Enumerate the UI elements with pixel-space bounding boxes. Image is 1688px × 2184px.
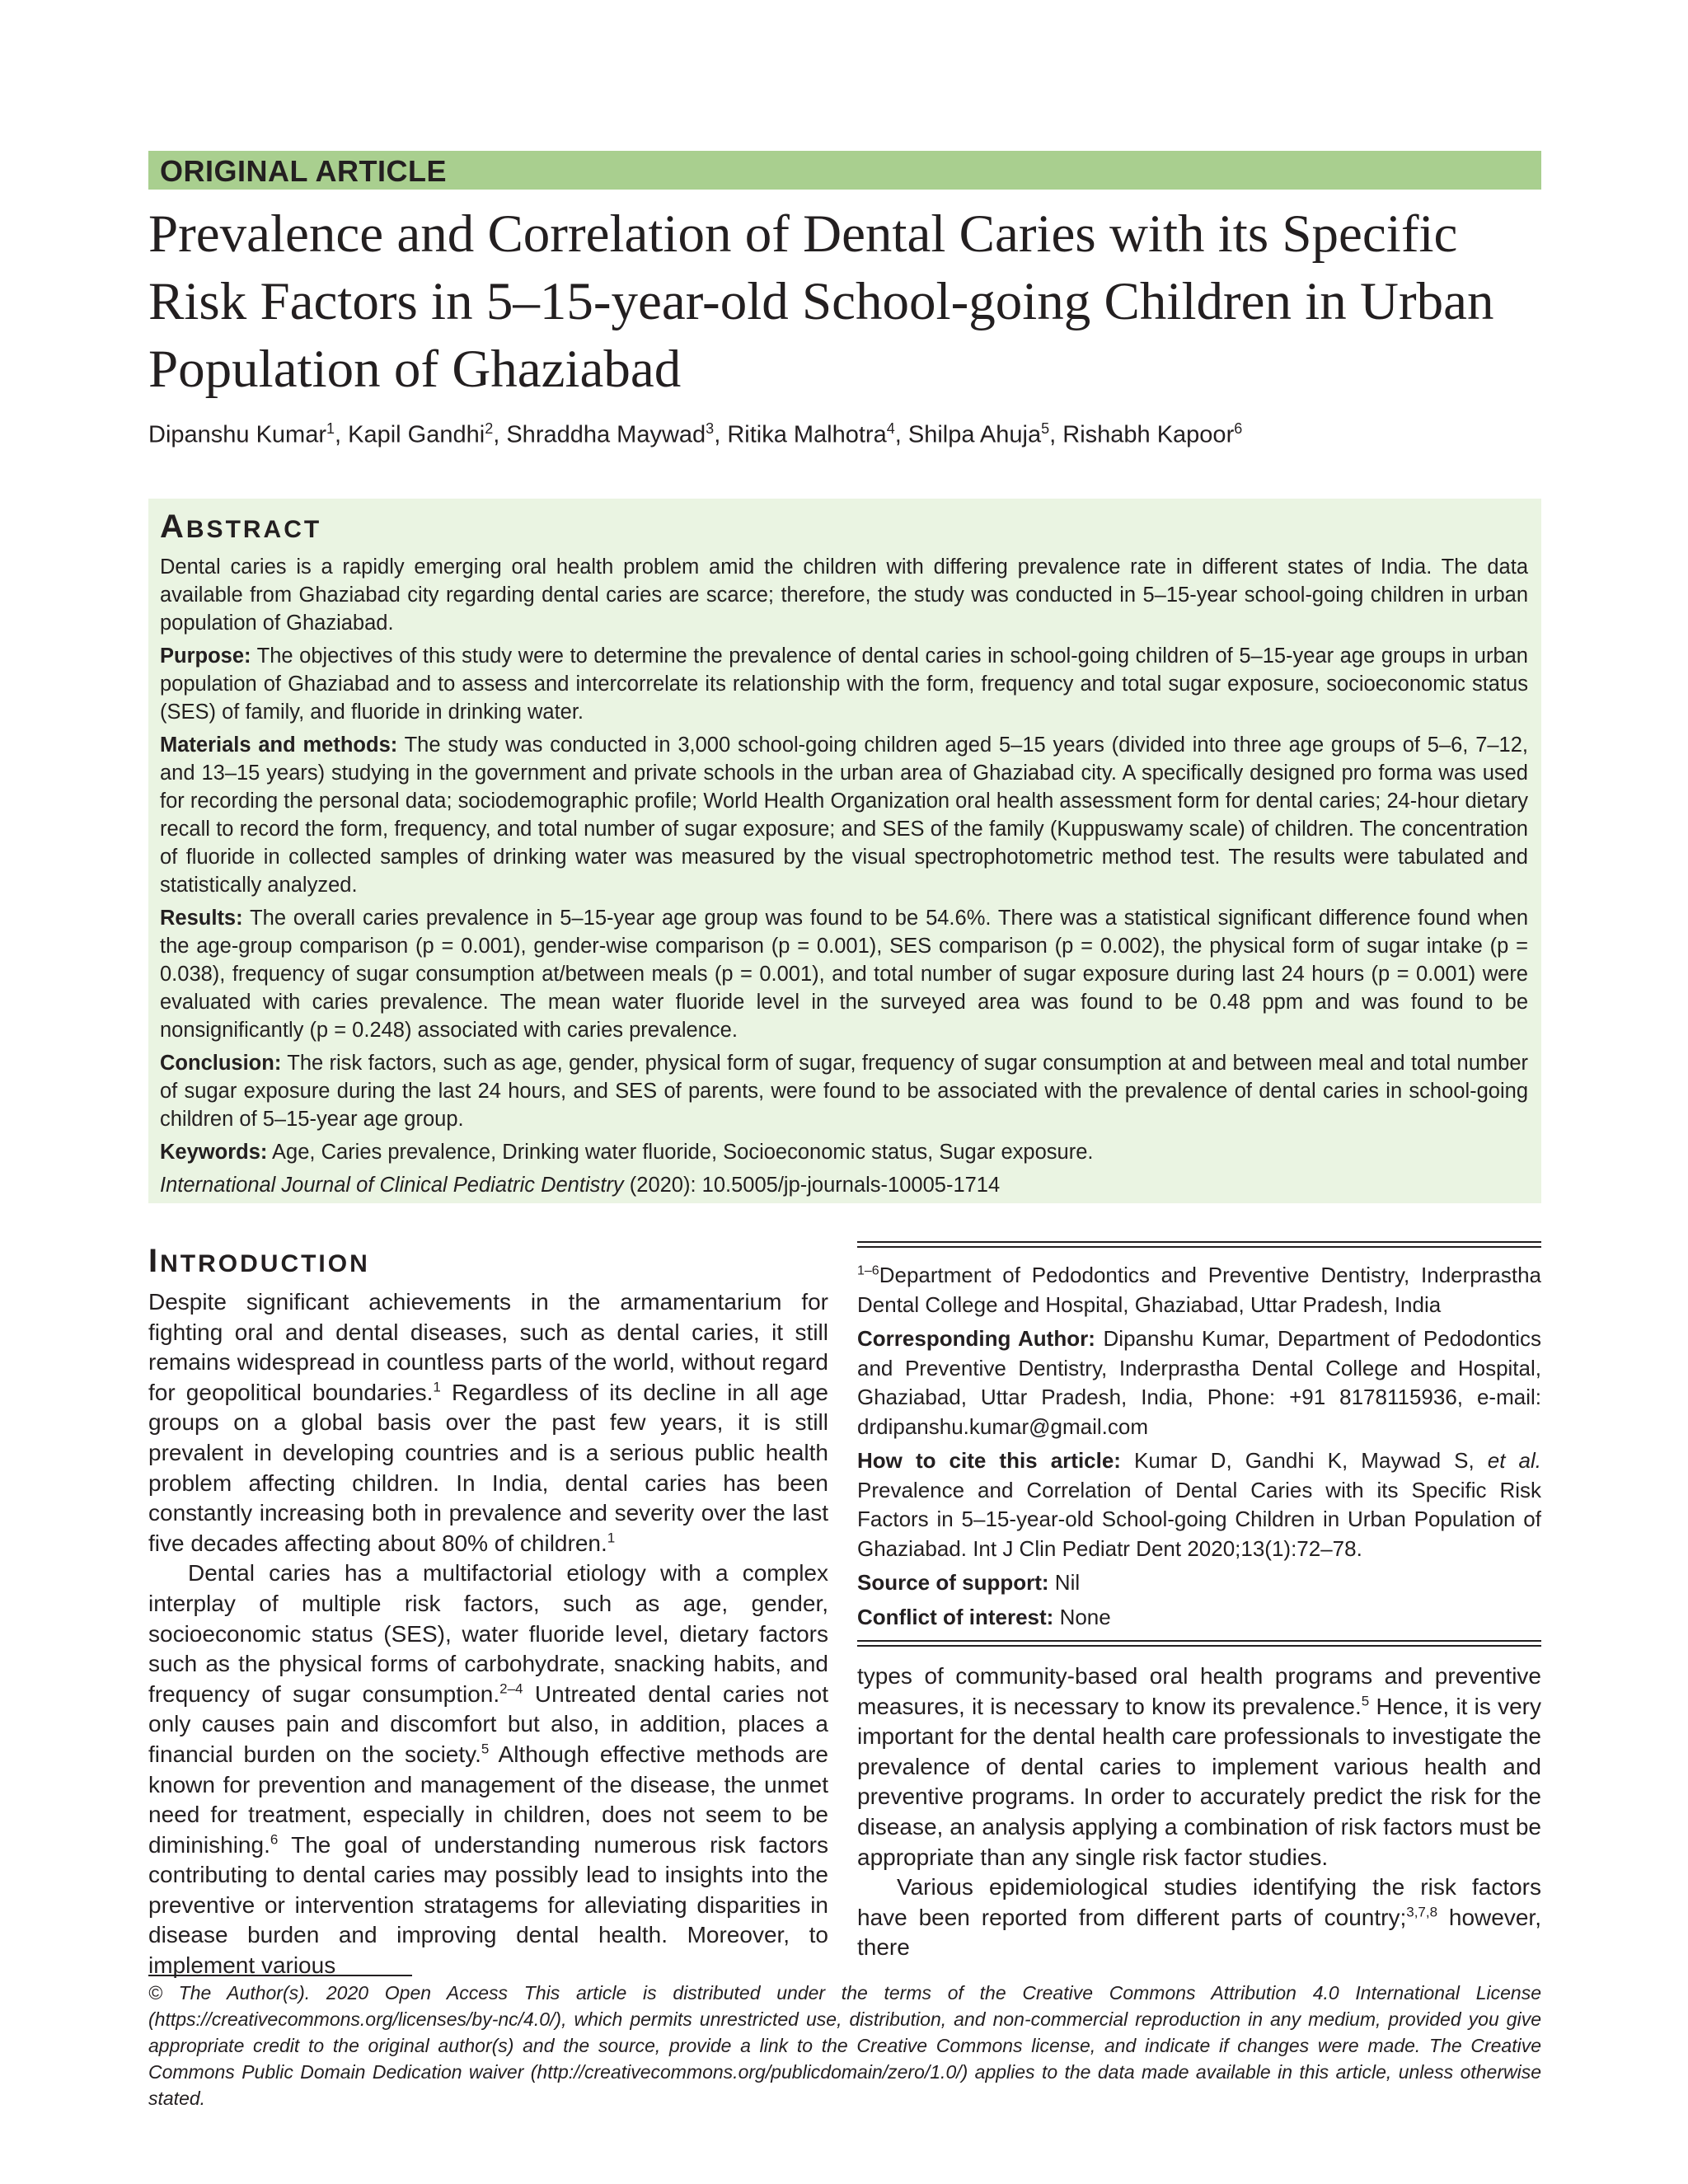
intro-text: Various epidemiological studies identifying the risk factors have been reported from different parts of country; xyxy=(857,1874,1541,1930)
citation-ref: 5 xyxy=(481,1741,490,1757)
author-name: Ritika Malhotra xyxy=(727,421,887,448)
abstract-purpose-label: Purpose: xyxy=(160,644,251,668)
conflict-value: None xyxy=(1053,1604,1111,1629)
abstract-conclusion xyxy=(160,1049,1528,1133)
intro-text: The goal of understanding numerous risk factors contributing to dental caries may possibly lead to insights into the preventive or intervention stratagems for alleviating disparities in disease burden and improving dental health. Moreover, to implement various xyxy=(148,1831,828,1979)
author-affil-sup: 5 xyxy=(1041,420,1050,437)
introduction-column-right xyxy=(857,1661,1541,1963)
how-to-cite xyxy=(857,1446,1541,1563)
intro-paragraph-2 xyxy=(148,1558,828,1980)
affil-dept: Department of Pedodontics and Preventive Dentistry, Inderprastha Dental College and Hospital, Ghaziabad, Uttar Pradesh, India xyxy=(857,1263,1541,1317)
author-affil-sup: 1 xyxy=(326,420,335,437)
intro-text: types of community-based oral health programs and preventive measures, it is necessary to know its prevalence. xyxy=(857,1663,1541,1719)
keywords-label: Keywords: xyxy=(160,1141,268,1164)
support-label: Source of support: xyxy=(857,1570,1049,1595)
author-name: Kapil Gandhi xyxy=(348,421,485,448)
author-affil-sup: 6 xyxy=(1234,420,1243,437)
journal-name: International Journal of Clinical Pediatric Dentistry xyxy=(160,1174,624,1197)
divider xyxy=(857,1640,1541,1647)
intro-text: Although effective methods are known for prevention and management of the disease, the unmet need for treatment, especially in children, does not seem to be diminishing. xyxy=(148,1741,828,1858)
abstract-intro: Dental caries is a rapidly emerging oral health problem amid the children with differing prevalence rate in different states of India. The data available from Ghaziabad city regarding dental caries are scarce; therefore, the study was conducted in 5–15-year school-going children in urban population of Ghaziabad. xyxy=(160,555,1528,635)
support-value: Nil xyxy=(1048,1570,1081,1595)
intro-text: Dental caries has a multifactorial etiology with a complex interplay of multiple risk factors, such as age, gender, socioeconomic status (SES), water fluoride level, dietary factors such as the physical forms of carbohydrate, snacking habits, and frequency of sugar consumption. xyxy=(148,1560,828,1707)
citation-ref: 3,7,8 xyxy=(1406,1904,1438,1920)
intro-paragraph-1 xyxy=(148,1287,828,1558)
doi-text: (2020): 10.5005/jp-journals-10005-1714 xyxy=(623,1174,1001,1197)
cite-label: How to cite this article: xyxy=(857,1448,1121,1473)
intro-text: Despite significant achievements in the armamentarium for fighting oral and dental diseases, such as dental caries, it still remains widespread in countless parts of the world, without regard for geopolitical boundaries. xyxy=(148,1289,828,1405)
corresponding-author xyxy=(857,1324,1541,1441)
author-name: Shilpa Ahuja xyxy=(907,421,1042,448)
divider xyxy=(857,1241,1541,1248)
abstract-purpose xyxy=(160,642,1528,726)
author-name: Rishabh Kapoor xyxy=(1062,421,1235,448)
affil-sup: 1–6 xyxy=(857,1263,879,1278)
abstract-citation xyxy=(160,1171,1528,1199)
citation-ref: 2–4 xyxy=(499,1680,523,1697)
intro-text: Hence, it is very important for the dental health care professionals to investigate the prevalence of dental caries to implement various health and preventive programs. In order to accurately predict the risk for the disease, an analysis applying a combination of risk factors must be appropriate than any single risk factor studies. xyxy=(857,1693,1542,1870)
cite-etal: et al. xyxy=(1487,1448,1541,1473)
abstract-results-text: The overall caries prevalence in 5–15-year age group was found to be 54.6%. There was a statistical significant difference found when the age-group comparison (p = 0.001), gender-wise comparison (p = 0.001), SES comparison (p = 0.002), the physical form of sugar intake (p = 0.038), frequency of sugar consumption at/between meals (p = 0.001), and total number of sugar exposure during last 24 hours (p = 0.001) were evaluated with caries prevalence. The mean water fluoride level in the surveyed area was found to be 0.48 ppm and was found to be nonsignificantly (p = 0.248) associated with caries prevalence. xyxy=(160,907,1528,1042)
intro-text: Untreated dental caries not only causes pain and discomfort but also, in addition, places a financial burden on the society. xyxy=(148,1680,829,1767)
keywords-text: Age, Caries prevalence, Drinking water fluoride, Socioeconomic status, Sugar exposure. xyxy=(267,1141,1094,1164)
corr-text: Dipanshu Kumar, Department of Pedodontics and Preventive Dentistry, Inderprastha Dental College and Hospital, Ghaziabad, Uttar Pradesh, India, Phone: +91 8178115936, e-mail: drdipanshu.kumar@gmail.com xyxy=(857,1326,1541,1439)
abstract-methods-text: The study was conducted in 3,000 school-going children aged 5–15 years (divided into three age groups of 5–6, 7–12, and 13–15 years) studying in the government and private schools in the urban area of Ghaziabad city. A specifically designed pro forma was used for recording the personal data; sociodemographic profile; World Health Organization oral health assessment form for dental caries; 24-hour dietary recall to record the form, frequency, and total number of sugar exposure; and SES of the family (Kuppuswamy scale) of children. The concentration of fluoride in collected samples of drinking water was measured by the visual spectrophotometric method test. The results were tabulated and statistically analyzed. xyxy=(160,733,1529,897)
intro-text: Regardless of its decline in all age groups on a global basis over the past few years, it is still prevalent in developing countries and is a serious public health problem affecting children. In India, dental caries has been constantly increasing both in prevalence and severity over the last five decades affecting about 80% of children. xyxy=(148,1379,828,1556)
license-footnote: © The Author(s). 2020 Open Access This article is distributed under the terms of the Creative Commons Attribution 4.0 International License (https://creativecommons.org/licenses/by-nc/4.0/), which permits unrestricted use, distribution, and non-commercial reproduction in any medium, provided you give appropriate credit to the original author(s) and the source, provide a link to the Creative Commons license, and indicate if changes were made. The Creative Commons Public Domain Dedication waiver (http://creativecommons.org/publicdomain/zero/1.0/) applies to the data made available in this article, unless otherwise stated. xyxy=(148,1982,1541,2109)
affiliation-text xyxy=(857,1261,1541,1319)
abstract-heading: ABSTRACT xyxy=(160,509,322,545)
author-affil-sup: 4 xyxy=(886,420,895,437)
source-of-support xyxy=(857,1568,1541,1598)
abstract-methods xyxy=(160,731,1528,899)
citation-ref: 1 xyxy=(433,1379,441,1395)
abstract-conclusion-text: The risk factors, such as age, gender, physical form of sugar, frequency of sugar consumption at and between meal and total number of sugar exposure during the last 24 hours, and SES of parents, were found to be associated with the prevalence of dental caries in school-going children of 5–15-year age group. xyxy=(160,1052,1528,1131)
cite-text: Prevalence and Correlation of Dental Caries with its Specific Risk Factors in 5–15-year-old School-going Children in Urban Population of Ghaziabad. Int J Clin Pediatr Dent 2020;13(1):72–78. xyxy=(857,1477,1541,1561)
intro-text: however, there xyxy=(857,1904,1541,1961)
introduction-heading: INTRODUCTION xyxy=(148,1243,370,1279)
intro-paragraph-3 xyxy=(857,1661,1541,1872)
article-title: Prevalence and Correlation of Dental Caries with its Specific Risk Factors in 5–15-year-old School-going Children in Urban Population of Ghaziabad xyxy=(148,204,1494,399)
intro-paragraph-4 xyxy=(857,1872,1541,1963)
article-type-banner xyxy=(148,151,1541,190)
citation-ref: 6 xyxy=(270,1831,279,1848)
cite-text: Kumar D, Gandhi K, Maywad S, xyxy=(1120,1448,1488,1473)
abstract-keywords xyxy=(160,1138,1528,1166)
introduction-column-left xyxy=(148,1241,828,1981)
author-list: Dipanshu Kumar$^1$, Kapil Gandhi$^2$, Shraddha Maywad$^3$, Ritika Malhotra$^4$, Shilpa Ahuja$^5$, Rishabh Kapoor$^6$ xyxy=(148,420,1243,448)
abstract-results-label: Results: xyxy=(160,907,243,930)
citation-ref: 5 xyxy=(1361,1693,1370,1709)
abstract-purpose-text: The objectives of this study were to determine the prevalence of dental caries in school-going children of 5–15-year age groups in urban population of Ghaziabad and to assess and intercorrelate its relationship with the form, frequency and total sugar exposure, socioeconomic status (SES) of family, and fluoride in drinking water. xyxy=(160,644,1528,724)
article-type-label: ORIGINAL ARTICLE xyxy=(160,154,447,188)
author-affil-sup: 3 xyxy=(706,420,715,437)
conflict-label: Conflict of interest: xyxy=(857,1604,1054,1629)
author-name: Dipanshu Kumar xyxy=(148,421,326,448)
abstract-conclusion-label: Conclusion: xyxy=(160,1052,282,1075)
abstract-results xyxy=(160,904,1528,1044)
citation-ref: 1 xyxy=(607,1530,616,1546)
author-affil-sup: 2 xyxy=(485,420,494,437)
abstract-box xyxy=(148,499,1541,1203)
affiliation-box xyxy=(857,1241,1541,1647)
conflict-of-interest xyxy=(857,1603,1541,1633)
footnote-divider xyxy=(148,1975,412,1976)
corr-label: Corresponding Author: xyxy=(857,1326,1095,1351)
abstract-methods-label: Materials and methods: xyxy=(160,733,398,757)
author-name: Shraddha Maywad xyxy=(506,421,706,448)
